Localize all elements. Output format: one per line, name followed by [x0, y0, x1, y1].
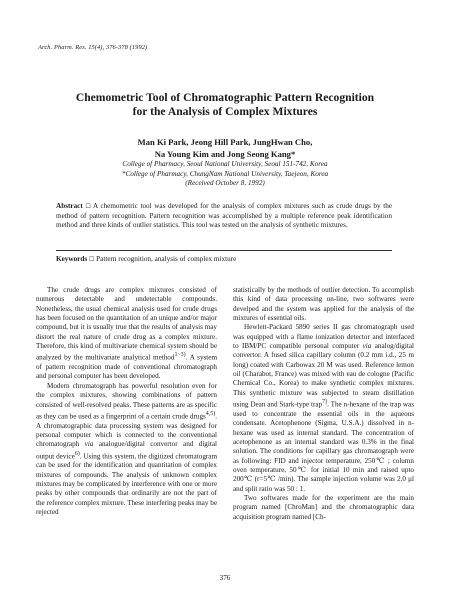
author-list	[0, 137, 450, 160]
authors-line-1: Man Ki Park, Jeong Hill Park, JungHwan Cho,	[137, 137, 313, 147]
title-line-2: for the Analysis of Complex Mixtures	[132, 105, 318, 118]
affiliation-1: College of Pharmacy, Seoul National University, Seoul 151-742, Korea	[122, 160, 328, 168]
box-glyph-icon: ☐	[85, 203, 91, 210]
paper-title	[0, 91, 450, 119]
abstract-label: Abstract	[56, 202, 83, 210]
box-glyph-icon: ☐	[88, 256, 95, 263]
abstract-divider	[56, 250, 392, 251]
abstract-text: A chemometric tool was developed for the analysis of complex mixtures such as crude drugs by the method of pattern recognition. Pattern recognition was accomplished by a multiple reference peak identification method and three kinds of outlier statistics. This tool was tested on the analysis of synthetic mixtures.	[56, 202, 392, 230]
paragraph: statistically by the methods of outlier detection. To accomplish this kind of data processing on-line, two softwares were develped and the system was applied for the analysis of the mixtures of essential oils.	[233, 286, 414, 323]
paragraph: The crude drugs are complex mixtures consisted of numerous detectable and undetectable compounds. Nonetheless, the usual chemical analysis used for crude drugs has been focused on the quantitation of an unique and/or major compound, but it is usually true that the results of analysis may distort the real nature of crude drug as a complex mixture. Therefore, this kind of multivariate chemical system should be analyzed by the multivariate analytical method$^{1\sim 3)}$. A system of pattern recognition made of conventional chromatograph and personal computer has been developed.	[36, 286, 217, 381]
keywords-text: Pattern recognition, analysis of complex mixture	[96, 255, 237, 263]
paragraph: Modern chromatograph has powerful resolution even for the complex mixtures, showing combinations of pattern consisted of well-resolved peaks. These patterns are as specific as they can be used as a fingerprint of a certain crude drugs$^{4,5)}$. A chromatographic data processing system was designed for personal computer which is connected to the conventional chromatograph via analogue/digital convertor and digital output device$^{6)}$. Using this system, the digitized chromatogram can be used for the identification and quantitation of complex mixtures of compounds. The analysis of unknown complex mixtures may be complicated by interference with one or more peaks by other compounds that ordinarily are not the part of the reference complex mixture. These interfering peaks may be rejected	[36, 381, 217, 517]
received-date: (Received October 8, 1992)	[185, 179, 265, 188]
paragraph: Hewlett-Packard 5890 series II gas chromatograph used was equipped with a flame ionization detector and interfaced to IBM/PC compatible personal computer via analog/digital convertor. A fused silica capillary column (0.2 mm i.d., 25 m long) coated with Carbowax 20 M was used. Reference lemon oil (Charabot, France) was mixed with eau de cologne (Pacific Chemical Co., Korea) to make synthetic complex mixtures. This synthetic mixture was subjected to steam distillation using Dean and Stark-type trap$^{7)}$. The n-hexane of the trap was used to concentrate the essential oils in the aqueous condensate. Acetophenone (Sigma, U.S.A.) dissolved in n-hexane was used as internal standard. The concentration of acetophenone as an internal standard was 0.3% in the final solution. The conditions for capillary gas chromatograph were as following: FID and injector temperature, 250℃ ; column oven temperature, 50℃ for initial 10 min and raised upto 200℃ (r=5℃ /min). The sample injection volume was 2.0 μl and split ratio was 50 : 1.	[233, 323, 415, 493]
paragraph: Two softwares made for the experiment are the main program named [ChroMan] and the chromatographic data acquisition program named [Ch-	[233, 493, 414, 521]
affiliation-2: *College of Pharmacy, ChungNam National University, Taejeon, Korea	[121, 169, 329, 178]
title-line-1: Chemometric Tool of Chromatographic Pattern Recognition	[75, 91, 375, 104]
authors-line-2: Na Young Kim and Jong Seong Kang*	[154, 148, 296, 159]
page-number: 376	[219, 574, 231, 582]
abstract	[56, 202, 392, 231]
running-head: Arch. Pharm. Res. 15(4), 376-378 (1992)	[38, 44, 148, 51]
keywords	[56, 255, 392, 265]
left-column	[36, 286, 217, 517]
right-column	[233, 286, 414, 522]
affiliations	[0, 160, 450, 189]
keywords-label: Keywords	[56, 255, 88, 263]
